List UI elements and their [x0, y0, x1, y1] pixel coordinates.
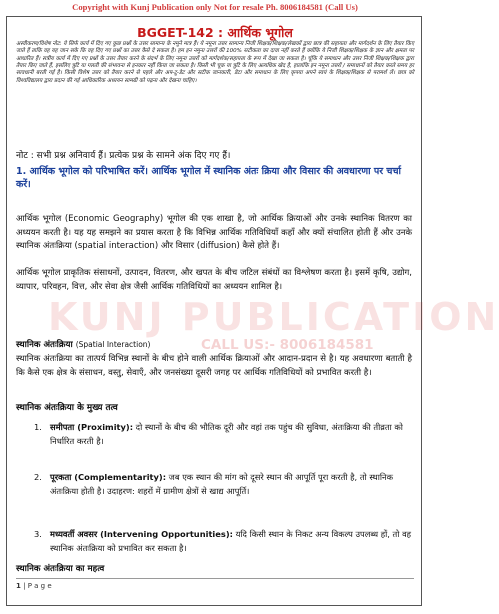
list-item-term: समीपता (Proximity): [50, 422, 134, 432]
elements-heading: स्थानिक अंतःक्रिया के मुख्य तत्व [16, 403, 118, 413]
copyright-banner: Copyright with Kunj Publication only Not for resale Ph. 8006184581 (Call Us) [72, 2, 358, 12]
list-item [34, 471, 412, 498]
list-item-description: यदि किसी स्थान के निकट अन्य विकल्प उपलब्ध हों, तो वह स्थानिक अंतःक्रिया को प्रभावित कर सकता है। [50, 529, 412, 553]
paragraph-definition: आर्थिक भूगोल (Economic Geography) भूगोल की एक शाखा है, जो आर्थिक क्रियाओं और उनके स्थानिक वितरण का अध्ययन करती है। यह यह समझने का प्रयास करता है कि विभिन्न आर्थिक गतिविधियाँ कहाँ और क्यों संचालित होती हैं और उनके स्थानिक अंतःक्रिया (spatial interaction) और विसार (diffusion) कैसे होते हैं। [16, 214, 412, 252]
paragraph-spatial-interaction: स्थानिक अंतःक्रिया का तात्पर्य विभिन्न स्थानों के बीच होने वाली आर्थिक क्रियाओं और आदान-प्रदान से है। यह अवधारणा बताती है कि कैसे एक क्षेत्र के संसाधन, वस्तु, सेवाएँ, और जनसंख्या दूसरी जगह पर आर्थिक गतिविधियों को प्रभावित करती है। [16, 354, 412, 378]
list-item [34, 528, 412, 555]
list-item-term: पूरकता (Complementarity): [50, 472, 167, 482]
list-item-number: 3. [34, 529, 42, 539]
footer-divider [16, 578, 414, 579]
document-title: BGGET-142 : आर्थिक भूगोल [137, 25, 293, 40]
disclaimer-text: अस्वीकरण/विशेष नोट: ये सिर्फ कार्य में दिए गए कुछ प्रश्नों के उत्तर सामान्य के नमूने मात्र हैं। ये नमूना उत्तर सामान्य निजी शिक्षक/शिक्षक/लेखकों द्वारा छात्र की सहायता और मार्गदर्शन के लिए तैयार किए जाते हैं ताकि वह यह जान सके कि वह दिए गए प्रश्नों का उत्तर कैसे दे सकता है। हम इन नमूना उत्तरों की 100% सटीकता का दावा नहीं करते हैं क्योंकि ये निजी शिक्षक/शिक्षक के ज्ञान और क्षमता पर आधारित हैं। सत्रीय कार्य में दिए गए प्रश्नों के उत्तर तैयार करने के संदर्भ के लिए नमूना उत्तरों को मार्गदर्शक/सहायता के रूप में देखा जा सकता है। चूंकि ये समाधान और उत्तर निजी शिक्षक/शिक्षक द्वारा तैयार किए जाते हैं, इसलिए त्रुटि या गलती की संभावना से इनकार नहीं किया जा सकता है। किसी भी चूक या त्रुटि के लिए अत्यधिक खेद है, हालांकि इन नमूना उत्तरों / समाधानों को तैयार करते समय हर सावधानी बरती गई है। किसी विशेष उत्तर को तैयार करने से पहले और अप-टू-डेट और सटीक जानकारी, डेटा और समाधान के लिए कृपया अपने स्वयं के शिक्षक/शिक्षक से परामर्श लें। छात्र को विश्वविद्यालय द्वारा प्रदान की गई आधिकारिक अध्ययन सामग्री को पढ़ना और देखना चाहिए। [16, 41, 414, 84]
page-number: 1 [16, 582, 21, 590]
list-item-number: 1. [34, 422, 42, 432]
list-item-text [50, 528, 412, 555]
instruction-note: नोट : सभी प्रश्न अनिवार्य हैं। प्रत्येक प्रश्न के सामने अंक दिए गए हैं। [16, 151, 231, 161]
list-item-description: जब एक स्थान की मांग को दूसरे स्थान की आपूर्ति पूरा करती है, तो स्थानिक अंतःक्रिया होती है। उदाहरण: शहरों में ग्रामीण क्षेत्रों से खाद्य आपूर्ति। [50, 472, 393, 496]
page-footer [16, 582, 52, 590]
list-item [34, 421, 412, 448]
watermark-brand: KUNJ PUBLICATION [48, 295, 499, 339]
list-item-number: 2. [34, 472, 42, 482]
watermark-call: CALL US:- 8006184581 [201, 337, 374, 353]
spatial-interaction-heading [16, 338, 150, 350]
question-1-heading: 1. आर्थिक भूगोल को परिभाषित करें। आर्थिक भूगोल में स्थानिक अंतः क्रिया और विसार की अवधारणा पर चर्चा करें। [16, 166, 401, 190]
spatial-heading-english: (Spatial Interaction) [75, 340, 151, 349]
spatial-heading-hindi: स्थानिक अंतःक्रिया [16, 340, 73, 350]
list-item-text [50, 471, 412, 498]
paragraph-scope: आर्थिक भूगोल प्राकृतिक संसाधनों, उत्पादन, वितरण, और खपत के बीच जटिल संबंधों का विश्लेषण करता है। इसमें कृषि, उद्योग, व्यापार, परिवहन, वित्त, और सेवा क्षेत्र जैसी आर्थिक गतिविधियों का अध्ययन शामिल है। [16, 268, 412, 292]
importance-heading: स्थानिक अंतःक्रिया का महत्व [16, 564, 105, 574]
list-item-description: दो स्थानों के बीच की भौतिक दूरी और वहां तक पहुंच की सुविधा, अंतःक्रिया की तीव्रता को निर्धारित करती है। [50, 422, 403, 446]
page-label: | P a g e [23, 582, 52, 590]
list-item-term: मध्यवर्ती अवसर (Intervening Opportunities): [50, 529, 233, 539]
list-item-text [50, 421, 412, 448]
